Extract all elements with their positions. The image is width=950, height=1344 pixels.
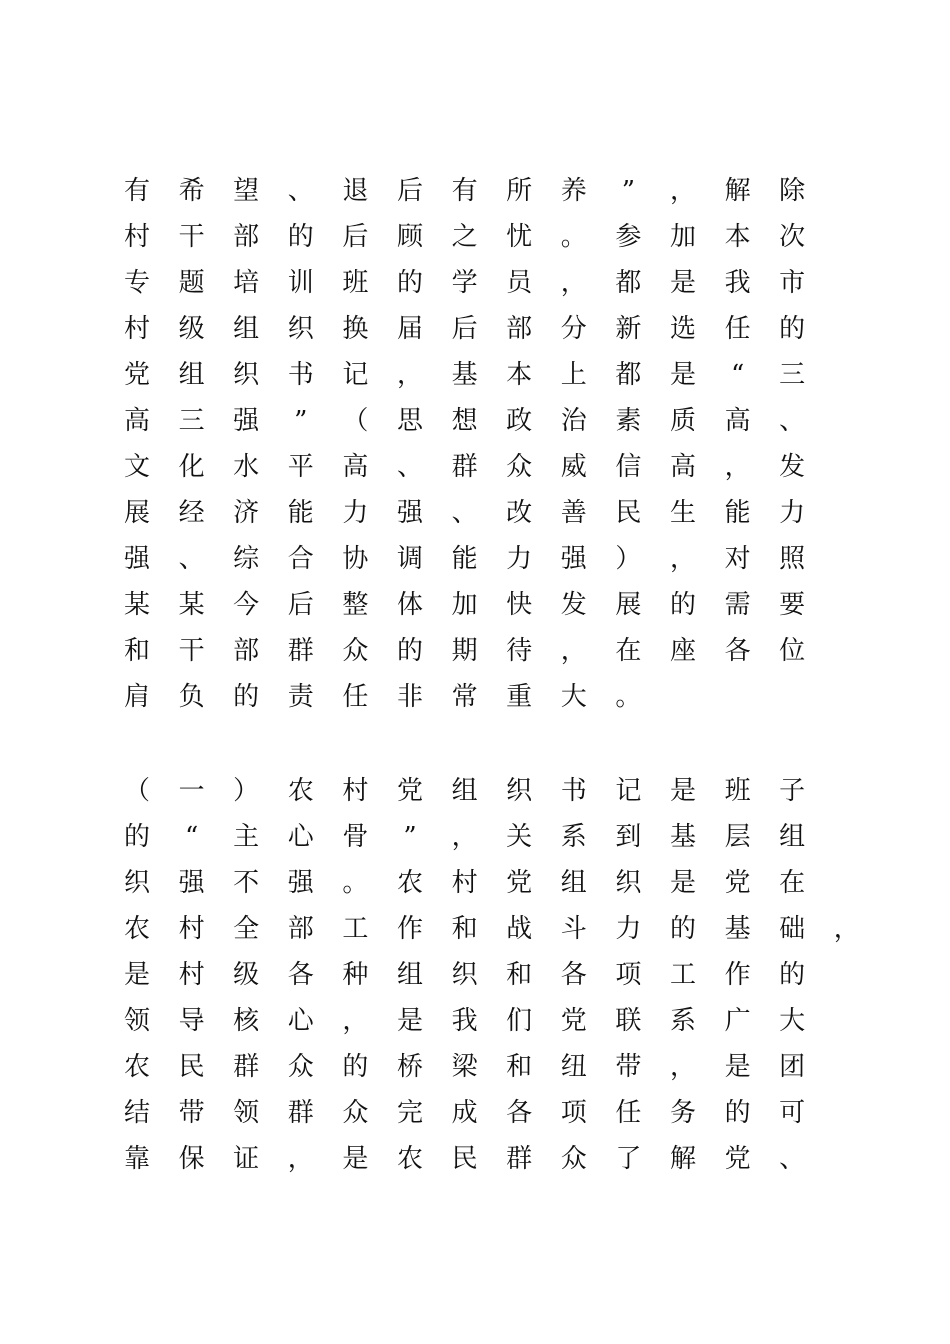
text-char: 思 [396, 406, 423, 436]
text-char: 强 [287, 868, 314, 898]
text-char: “ [184, 822, 199, 852]
text-char: 本 [506, 360, 533, 390]
text-char: 项 [560, 1098, 587, 1128]
text-char: 群 [506, 1144, 533, 1174]
paragraph-2 [0, 768, 950, 1182]
text-char: 党 [123, 360, 150, 390]
text-char: 联 [615, 1006, 642, 1036]
text-char: 村 [342, 776, 369, 806]
text-char: 心 [287, 822, 314, 852]
text-char: 织 [287, 314, 314, 344]
text-char: ， [669, 544, 696, 574]
text-char: 作 [396, 914, 423, 944]
text-char: 能 [451, 544, 478, 574]
text-char: 大 [779, 1006, 806, 1036]
text-char: 展 [123, 498, 150, 528]
text-char: 基 [669, 822, 696, 852]
text-char: ） [233, 776, 260, 806]
text-char: 调 [396, 544, 423, 574]
text-char: 织 [123, 868, 150, 898]
text-char: 某 [178, 590, 205, 620]
text-line [0, 906, 950, 952]
text-line [0, 490, 950, 536]
text-char: 组 [560, 868, 587, 898]
text-char: 力 [779, 498, 806, 528]
text-char: 养 [560, 176, 587, 206]
text-char: 对 [724, 544, 751, 574]
text-char: 战 [506, 914, 533, 944]
text-char: 能 [287, 498, 314, 528]
text-char: 是 [669, 868, 696, 898]
text-char: 班 [724, 776, 751, 806]
text-char: 组 [779, 822, 806, 852]
text-char: 在 [779, 868, 806, 898]
text-char: 力 [506, 544, 533, 574]
text-char: 级 [233, 960, 260, 990]
text-char: 的 [342, 1052, 369, 1082]
text-char: 新 [615, 314, 642, 344]
text-char: 强 [233, 406, 260, 436]
text-char: 作 [724, 960, 751, 990]
text-char: 的 [779, 314, 806, 344]
text-char: 层 [724, 822, 751, 852]
text-char: 记 [615, 776, 642, 806]
text-line [0, 260, 950, 306]
text-char: 常 [451, 682, 478, 712]
text-char: 的 [287, 222, 314, 252]
text-char: 员 [506, 268, 533, 298]
text-char: 换 [342, 314, 369, 344]
text-char: 位 [779, 636, 806, 666]
text-char: 工 [669, 960, 696, 990]
text-char: 责 [287, 682, 314, 712]
text-char: 负 [178, 682, 205, 712]
text-char: 训 [287, 268, 314, 298]
text-char: 党 [560, 1006, 587, 1036]
text-char: 。 [342, 868, 369, 898]
text-char: 本 [724, 222, 751, 252]
text-char: 群 [451, 452, 478, 482]
text-char: 之 [451, 222, 478, 252]
text-char: ， [669, 176, 696, 206]
text-char: 一 [178, 776, 205, 806]
text-char: 村 [123, 314, 150, 344]
text-char: 到 [615, 822, 642, 852]
text-char: 、 [396, 452, 423, 482]
text-char: 肩 [123, 682, 150, 712]
text-char: 各 [560, 960, 587, 990]
text-line [0, 768, 950, 814]
text-char: 强 [123, 544, 150, 574]
text-char: 平 [287, 452, 314, 482]
text-char: 我 [451, 1006, 478, 1036]
text-char: 和 [123, 636, 150, 666]
text-char: 核 [233, 1006, 260, 1036]
text-char: 纽 [560, 1052, 587, 1082]
text-char: 除 [779, 176, 806, 206]
text-char: 关 [506, 822, 533, 852]
text-char: 素 [615, 406, 642, 436]
text-char: 工 [342, 914, 369, 944]
text-char: 高 [724, 406, 751, 436]
text-char: 力 [342, 498, 369, 528]
text-char: 能 [724, 498, 751, 528]
text-char: 后 [396, 176, 423, 206]
text-char: 改 [506, 498, 533, 528]
text-char: 桥 [396, 1052, 423, 1082]
text-char: 大 [560, 682, 587, 712]
text-char: 高 [123, 406, 150, 436]
text-char: 是 [669, 360, 696, 390]
text-char: 今 [233, 590, 260, 620]
text-char: 群 [287, 636, 314, 666]
text-char: 是 [123, 960, 150, 990]
text-char: 是 [342, 1144, 369, 1174]
text-char: 班 [342, 268, 369, 298]
text-char: （ [123, 776, 150, 806]
text-char: 斗 [560, 914, 587, 944]
text-char: 我 [724, 268, 751, 298]
text-char: 都 [615, 360, 642, 390]
text-char: 组 [178, 360, 205, 390]
text-char: 各 [287, 960, 314, 990]
text-char: 强 [396, 498, 423, 528]
text-char: 基 [451, 360, 478, 390]
text-char: 次 [779, 222, 806, 252]
text-char: ， [669, 1052, 696, 1082]
text-char: 骨 [342, 822, 369, 852]
text-line [0, 1136, 950, 1182]
text-char: 织 [506, 776, 533, 806]
text-char: ， [342, 1006, 369, 1036]
text-char: 水 [233, 452, 260, 482]
text-char: 。 [615, 682, 642, 712]
text-line [0, 1044, 950, 1090]
text-char: ） [615, 544, 642, 574]
text-char: 心 [287, 1006, 314, 1036]
text-char: 织 [615, 868, 642, 898]
text-char: 领 [123, 1006, 150, 1036]
text-char: 党 [724, 1144, 751, 1174]
text-char: 善 [560, 498, 587, 528]
text-char: 市 [779, 268, 806, 298]
text-char: 部 [506, 314, 533, 344]
text-char: ， [833, 914, 860, 944]
text-char: 农 [123, 1052, 150, 1082]
text-char: 后 [451, 314, 478, 344]
text-line [0, 398, 950, 444]
text-char: 证 [233, 1144, 260, 1174]
text-char: 的 [724, 1098, 751, 1128]
text-char: ” [294, 406, 308, 436]
text-char: 不 [233, 868, 260, 898]
text-char: 解 [669, 1144, 696, 1174]
text-char: 望 [233, 176, 260, 206]
text-char: 靠 [123, 1144, 150, 1174]
text-char: 退 [342, 176, 369, 206]
text-char: 群 [287, 1098, 314, 1128]
text-char: 主 [233, 822, 260, 852]
text-char: 完 [396, 1098, 423, 1128]
text-char: 部 [287, 914, 314, 944]
text-char: 快 [506, 590, 533, 620]
text-char: 后 [287, 590, 314, 620]
text-char: 团 [779, 1052, 806, 1082]
text-char: 们 [506, 1006, 533, 1036]
text-char: 、 [287, 176, 314, 206]
text-char: 众 [287, 1052, 314, 1082]
text-char: 了 [615, 1144, 642, 1174]
text-char: 广 [724, 1006, 751, 1036]
text-char: 织 [451, 960, 478, 990]
text-char: 和 [506, 960, 533, 990]
text-line [0, 582, 950, 628]
text-char: 组 [396, 960, 423, 990]
text-char: 学 [451, 268, 478, 298]
text-char: 在 [615, 636, 642, 666]
text-char: 农 [396, 1144, 423, 1174]
text-char: 领 [233, 1098, 260, 1128]
text-char: 党 [506, 868, 533, 898]
text-line [0, 952, 950, 998]
text-char: 农 [396, 868, 423, 898]
text-char: 三 [178, 406, 205, 436]
text-line [0, 814, 950, 860]
text-line [0, 998, 950, 1044]
text-char: 文 [123, 452, 150, 482]
text-char: 村 [178, 914, 205, 944]
text-char: 村 [451, 868, 478, 898]
text-char: 记 [342, 360, 369, 390]
text-char: 后 [342, 222, 369, 252]
text-char: 需 [724, 590, 751, 620]
text-char: 础 [779, 914, 806, 944]
text-char: 有 [451, 176, 478, 206]
text-char: 民 [451, 1144, 478, 1174]
text-char: 、 [779, 1144, 806, 1174]
text-char: ， [724, 452, 751, 482]
text-char: 分 [560, 314, 587, 344]
text-char: 治 [560, 406, 587, 436]
text-char: 子 [779, 776, 806, 806]
text-char: 协 [342, 544, 369, 574]
text-char: 参 [615, 222, 642, 252]
text-char: 级 [178, 314, 205, 344]
text-char: 保 [178, 1144, 205, 1174]
text-char: 组 [233, 314, 260, 344]
text-char: 农 [287, 776, 314, 806]
text-char: 质 [669, 406, 696, 436]
text-char: 、 [178, 544, 205, 574]
text-char: 务 [669, 1098, 696, 1128]
text-char: 民 [178, 1052, 205, 1082]
text-char: 、 [779, 406, 806, 436]
text-char: 政 [506, 406, 533, 436]
text-char: 是 [396, 1006, 423, 1036]
text-char: 是 [724, 1052, 751, 1082]
text-char: 任 [724, 314, 751, 344]
text-line [0, 1090, 950, 1136]
text-char: 都 [615, 268, 642, 298]
text-char: 是 [669, 268, 696, 298]
text-char: 加 [669, 222, 696, 252]
text-line [0, 214, 950, 260]
text-char: 各 [506, 1098, 533, 1128]
text-char: 待 [506, 636, 533, 666]
text-char: 照 [779, 544, 806, 574]
text-char: ， [560, 636, 587, 666]
text-char: ， [451, 822, 478, 852]
text-char: 组 [451, 776, 478, 806]
text-char: 要 [779, 590, 806, 620]
text-char: 的 [396, 636, 423, 666]
text-char: 任 [615, 1098, 642, 1128]
paragraph-1 [0, 168, 950, 720]
text-char: 想 [451, 406, 478, 436]
text-char: 干 [178, 636, 205, 666]
text-char: 带 [615, 1052, 642, 1082]
text-line [0, 168, 950, 214]
text-char: 选 [669, 314, 696, 344]
text-char: 、 [451, 498, 478, 528]
text-char: 整 [342, 590, 369, 620]
text-char: 任 [342, 682, 369, 712]
text-char: 书 [287, 360, 314, 390]
text-char: ， [396, 360, 423, 390]
text-char: 济 [233, 498, 260, 528]
text-char: 织 [233, 360, 260, 390]
text-char: 部 [233, 222, 260, 252]
text-char: 的 [779, 960, 806, 990]
text-char: 有 [123, 176, 150, 206]
text-char: 上 [560, 360, 587, 390]
text-char: 和 [506, 1052, 533, 1082]
text-char: 村 [178, 960, 205, 990]
text-line [0, 674, 950, 720]
text-char: 系 [560, 822, 587, 852]
text-char: 展 [615, 590, 642, 620]
text-char: 发 [779, 452, 806, 482]
text-char: 体 [396, 590, 423, 620]
text-char: 和 [451, 914, 478, 944]
text-char: “ [730, 360, 745, 390]
text-char: 解 [724, 176, 751, 206]
text-char: 的 [123, 822, 150, 852]
text-char: 村 [123, 222, 150, 252]
text-char: ” [621, 176, 636, 206]
text-char: 导 [178, 1006, 205, 1036]
text-char: 信 [615, 452, 642, 482]
text-char: 干 [178, 222, 205, 252]
text-char: 农 [123, 914, 150, 944]
text-char: 项 [615, 960, 642, 990]
text-char: 各 [724, 636, 751, 666]
text-char: 生 [669, 498, 696, 528]
text-char: 书 [560, 776, 587, 806]
text-char: 某 [123, 590, 150, 620]
text-char: 众 [342, 1098, 369, 1128]
text-char: 众 [560, 1144, 587, 1174]
text-char: 的 [396, 268, 423, 298]
text-char: 结 [123, 1098, 150, 1128]
text-char: 基 [724, 914, 751, 944]
text-char: 座 [669, 636, 696, 666]
text-char: 是 [669, 776, 696, 806]
text-char: 。 [560, 222, 587, 252]
text-char: 高 [669, 452, 696, 482]
text-char: 顾 [396, 222, 423, 252]
text-char: 期 [451, 636, 478, 666]
text-char: 经 [178, 498, 205, 528]
text-char: 党 [396, 776, 423, 806]
text-char: 综 [233, 544, 260, 574]
text-char: 力 [615, 914, 642, 944]
text-line [0, 306, 950, 352]
text-char: 的 [233, 682, 260, 712]
text-char: 化 [178, 452, 205, 482]
text-char: 所 [506, 176, 533, 206]
text-char: 种 [342, 960, 369, 990]
text-char: 群 [233, 1052, 260, 1082]
text-char: 党 [724, 868, 751, 898]
text-char: 系 [669, 1006, 696, 1036]
text-char: 加 [451, 590, 478, 620]
text-line [0, 628, 950, 674]
text-char: 重 [506, 682, 533, 712]
text-line [0, 860, 950, 906]
text-char: ” [403, 822, 417, 852]
text-line [0, 352, 950, 398]
text-char: 众 [506, 452, 533, 482]
text-char: 强 [178, 868, 205, 898]
text-char: ， [560, 268, 587, 298]
text-char: 众 [342, 636, 369, 666]
text-char: 培 [233, 268, 260, 298]
text-char: 非 [396, 682, 423, 712]
text-char: 带 [178, 1098, 205, 1128]
text-line [0, 444, 950, 490]
text-char: 民 [615, 498, 642, 528]
text-char: 发 [560, 590, 587, 620]
text-char: 高 [342, 452, 369, 482]
text-char: 成 [451, 1098, 478, 1128]
text-char: 忧 [506, 222, 533, 252]
text-char: 届 [396, 314, 423, 344]
text-char: 强 [560, 544, 587, 574]
text-char: ， [287, 1144, 314, 1174]
text-char: 题 [178, 268, 205, 298]
text-char: 梁 [451, 1052, 478, 1082]
text-char: （ [342, 406, 369, 436]
text-char: 专 [123, 268, 150, 298]
text-char: 可 [779, 1098, 806, 1128]
text-char: 部 [233, 636, 260, 666]
text-char: 合 [287, 544, 314, 574]
text-line [0, 536, 950, 582]
text-char: 三 [779, 360, 806, 390]
text-char: 希 [178, 176, 205, 206]
text-char: 威 [560, 452, 587, 482]
text-char: 全 [233, 914, 260, 944]
text-char: 的 [669, 914, 696, 944]
text-char: 的 [669, 590, 696, 620]
